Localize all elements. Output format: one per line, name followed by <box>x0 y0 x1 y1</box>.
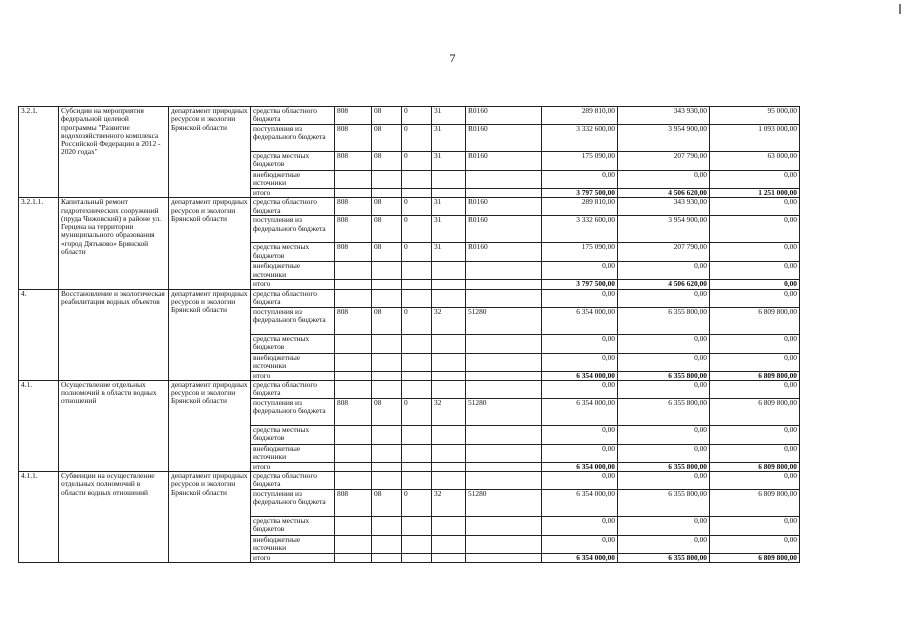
amount-year-2: 0,00 <box>618 472 710 490</box>
program-code <box>402 380 432 398</box>
expense-code: R0160 <box>466 107 542 125</box>
grbs-code: 808 <box>335 307 372 334</box>
amount-year-2: 207 790,00 <box>618 243 710 262</box>
section-code: 08 <box>372 198 402 216</box>
funding-source: поступления из федерального бюджета <box>251 307 335 334</box>
expense-code: 51280 <box>466 307 542 334</box>
grbs-code: 808 <box>335 125 372 152</box>
program-code <box>402 444 432 462</box>
budget-table <box>18 106 800 563</box>
amount-year-3: 6 809 800,00 <box>710 490 800 517</box>
amount-year-3: 1 093 000,00 <box>710 125 800 152</box>
amount-year-2: 343 930,00 <box>618 198 710 216</box>
grbs-code: 808 <box>335 243 372 262</box>
amount-year-1: 289 810,00 <box>542 107 618 125</box>
subprogram-code <box>432 371 466 380</box>
subprogram-code: 31 <box>432 152 466 171</box>
amount-year-3: 6 809 800,00 <box>710 554 800 563</box>
program-code <box>402 334 432 353</box>
item-executor: департамент природных ресурсов и экологии Брянской области <box>169 380 251 471</box>
section-code: 08 <box>372 107 402 125</box>
section-code: 08 <box>372 398 402 425</box>
grbs-code: 808 <box>335 216 372 243</box>
amount-year-1: 175 090,00 <box>542 243 618 262</box>
amount-year-3: 0,00 <box>710 289 800 307</box>
amount-year-2: 0,00 <box>618 334 710 353</box>
expense-code <box>466 334 542 353</box>
amount-year-3: 0,00 <box>710 380 800 398</box>
grbs-code <box>335 517 372 536</box>
amount-year-3: 1 251 000,00 <box>710 189 800 198</box>
amount-year-2: 0,00 <box>618 444 710 462</box>
section-code <box>372 371 402 380</box>
amount-year-2: 6 355 800,00 <box>618 462 710 471</box>
section-code: 08 <box>372 125 402 152</box>
amount-year-3: 6 809 800,00 <box>710 371 800 380</box>
section-code <box>372 171 402 189</box>
subprogram-code <box>432 536 466 554</box>
amount-year-1: 289 810,00 <box>542 198 618 216</box>
amount-year-3: 0,00 <box>710 198 800 216</box>
item-number: 4. <box>19 289 59 380</box>
amount-year-1: 6 354 000,00 <box>542 462 618 471</box>
funding-source: итого <box>251 280 335 289</box>
funding-source: итого <box>251 189 335 198</box>
program-code <box>402 171 432 189</box>
item-executor: департамент природных ресурсов и экологии Брянской области <box>169 198 251 289</box>
expense-code <box>466 517 542 536</box>
grbs-code <box>335 334 372 353</box>
subprogram-code <box>432 189 466 198</box>
grbs-code <box>335 444 372 462</box>
expense-code <box>466 189 542 198</box>
amount-year-3: 0,00 <box>710 216 800 243</box>
subprogram-code: 32 <box>432 398 466 425</box>
expense-code <box>466 536 542 554</box>
subprogram-code: 31 <box>432 243 466 262</box>
section-code: 08 <box>372 243 402 262</box>
amount-year-3: 0,00 <box>710 353 800 371</box>
subprogram-code <box>432 444 466 462</box>
grbs-code <box>335 171 372 189</box>
section-code: 08 <box>372 307 402 334</box>
amount-year-3: 0,00 <box>710 262 800 280</box>
section-code <box>372 380 402 398</box>
funding-source: внебюджетные источники <box>251 444 335 462</box>
amount-year-2: 6 355 800,00 <box>618 307 710 334</box>
subprogram-code <box>432 517 466 536</box>
funding-source: внебюджетные источники <box>251 353 335 371</box>
subprogram-code <box>432 425 466 444</box>
subprogram-code <box>432 380 466 398</box>
amount-year-3: 0,00 <box>710 280 800 289</box>
amount-year-2: 6 355 800,00 <box>618 371 710 380</box>
amount-year-3: 95 000,00 <box>710 107 800 125</box>
expense-code <box>466 353 542 371</box>
subprogram-code <box>432 171 466 189</box>
amount-year-2: 6 355 800,00 <box>618 398 710 425</box>
table-row <box>19 380 800 398</box>
funding-source: средства местных бюджетов <box>251 152 335 171</box>
page-number: 7 <box>449 51 456 65</box>
table-row <box>19 107 800 125</box>
subprogram-code <box>432 262 466 280</box>
amount-year-1: 3 797 500,00 <box>542 280 618 289</box>
expense-code <box>466 262 542 280</box>
program-code: 0 <box>402 398 432 425</box>
grbs-code <box>335 380 372 398</box>
table-row <box>19 198 800 216</box>
item-name: Субвенции на осуществление отдельных полномочий в области водных отношений <box>59 472 169 563</box>
amount-year-2: 0,00 <box>618 171 710 189</box>
grbs-code <box>335 189 372 198</box>
amount-year-1: 6 354 000,00 <box>542 307 618 334</box>
section-code <box>372 554 402 563</box>
program-code: 0 <box>402 307 432 334</box>
program-code <box>402 353 432 371</box>
subprogram-code: 31 <box>432 198 466 216</box>
grbs-code <box>335 353 372 371</box>
program-code: 0 <box>402 125 432 152</box>
grbs-code <box>335 536 372 554</box>
funding-source: средства областного бюджета <box>251 289 335 307</box>
amount-year-3: 0,00 <box>710 472 800 490</box>
subprogram-code: 32 <box>432 307 466 334</box>
funding-source: средства областного бюджета <box>251 198 335 216</box>
grbs-code <box>335 280 372 289</box>
funding-source: внебюджетные источники <box>251 262 335 280</box>
funding-source: внебюджетные источники <box>251 536 335 554</box>
program-code: 0 <box>402 198 432 216</box>
subprogram-code <box>432 334 466 353</box>
amount-year-3: 0,00 <box>710 171 800 189</box>
amount-year-1: 0,00 <box>542 171 618 189</box>
amount-year-1: 0,00 <box>542 380 618 398</box>
program-code <box>402 462 432 471</box>
program-code: 0 <box>402 107 432 125</box>
item-number: 3.2.1. <box>19 107 59 198</box>
item-number: 4.1. <box>19 380 59 471</box>
expense-code: R0160 <box>466 243 542 262</box>
grbs-code: 808 <box>335 398 372 425</box>
amount-year-2: 343 930,00 <box>618 107 710 125</box>
grbs-code <box>335 262 372 280</box>
grbs-code <box>335 289 372 307</box>
section-code: 08 <box>372 490 402 517</box>
amount-year-2: 0,00 <box>618 425 710 444</box>
expense-code <box>466 171 542 189</box>
amount-year-1: 0,00 <box>542 472 618 490</box>
amount-year-1: 6 354 000,00 <box>542 554 618 563</box>
item-executor: департамент природных ресурсов и экологии Брянской области <box>169 472 251 563</box>
amount-year-2: 4 506 620,00 <box>618 280 710 289</box>
amount-year-2: 6 355 800,00 <box>618 554 710 563</box>
grbs-code <box>335 554 372 563</box>
scan-edge-mark <box>899 4 901 14</box>
amount-year-2: 3 954 900,00 <box>618 125 710 152</box>
amount-year-2: 4 506 620,00 <box>618 189 710 198</box>
amount-year-2: 0,00 <box>618 289 710 307</box>
section-code <box>372 536 402 554</box>
funding-source: поступления из федерального бюджета <box>251 125 335 152</box>
amount-year-1: 0,00 <box>542 517 618 536</box>
amount-year-3: 0,00 <box>710 425 800 444</box>
section-code: 08 <box>372 152 402 171</box>
subprogram-code <box>432 289 466 307</box>
amount-year-1: 0,00 <box>542 334 618 353</box>
expense-code <box>466 462 542 471</box>
section-code <box>372 517 402 536</box>
amount-year-3: 6 809 800,00 <box>710 307 800 334</box>
subprogram-code <box>432 462 466 471</box>
funding-source: средства местных бюджетов <box>251 243 335 262</box>
amount-year-3: 0,00 <box>710 444 800 462</box>
amount-year-1: 0,00 <box>542 536 618 554</box>
amount-year-1: 0,00 <box>542 353 618 371</box>
grbs-code: 808 <box>335 198 372 216</box>
item-name: Осуществление отдельных полномочий в области водных отношений <box>59 380 169 471</box>
funding-source: итого <box>251 371 335 380</box>
section-code <box>372 353 402 371</box>
amount-year-3: 0,00 <box>710 243 800 262</box>
item-executor: департамент природных ресурсов и экологии Брянской области <box>169 289 251 380</box>
grbs-code <box>335 425 372 444</box>
expense-code: R0160 <box>466 152 542 171</box>
funding-source: средства местных бюджетов <box>251 517 335 536</box>
amount-year-3: 0,00 <box>710 517 800 536</box>
program-code <box>402 425 432 444</box>
program-code: 0 <box>402 216 432 243</box>
section-code <box>372 462 402 471</box>
subprogram-code: 32 <box>432 490 466 517</box>
subprogram-code: 31 <box>432 125 466 152</box>
program-code <box>402 280 432 289</box>
amount-year-1: 0,00 <box>542 425 618 444</box>
section-code <box>372 444 402 462</box>
item-number: 4.1.1. <box>19 472 59 563</box>
item-name: Восстановление и экологическая реабилитация водных объектов <box>59 289 169 380</box>
table-row <box>19 289 800 307</box>
budget-table-body <box>19 107 800 563</box>
funding-source: итого <box>251 554 335 563</box>
section-code <box>372 334 402 353</box>
expense-code <box>466 444 542 462</box>
funding-source: средства областного бюджета <box>251 107 335 125</box>
subprogram-code: 31 <box>432 107 466 125</box>
section-code <box>372 280 402 289</box>
item-name: Субсидии на мероприятия федеральной целевой программы "Развитие водохозяйственного комплекса Российской Федерации в 2012 - 2020 годах" <box>59 107 169 198</box>
section-code <box>372 262 402 280</box>
program-code <box>402 289 432 307</box>
expense-code: 51280 <box>466 398 542 425</box>
expense-code: 51280 <box>466 490 542 517</box>
amount-year-1: 6 354 000,00 <box>542 398 618 425</box>
expense-code: R0160 <box>466 125 542 152</box>
expense-code <box>466 425 542 444</box>
expense-code <box>466 554 542 563</box>
grbs-code <box>335 371 372 380</box>
expense-code <box>466 472 542 490</box>
amount-year-1: 3 332 600,00 <box>542 125 618 152</box>
subprogram-code <box>432 280 466 289</box>
program-code <box>402 517 432 536</box>
amount-year-3: 6 809 800,00 <box>710 398 800 425</box>
subprogram-code <box>432 353 466 371</box>
item-name: Капитальный ремонт гидротехнических сооружений (пруда Чижовский) в районе ул. Герцена на территории муниципального образования «город Дятьково» Брянской области <box>59 198 169 289</box>
expense-code <box>466 371 542 380</box>
program-code <box>402 536 432 554</box>
program-code: 0 <box>402 152 432 171</box>
amount-year-1: 0,00 <box>542 444 618 462</box>
expense-code <box>466 280 542 289</box>
grbs-code: 808 <box>335 107 372 125</box>
section-code <box>372 189 402 198</box>
amount-year-3: 0,00 <box>710 334 800 353</box>
program-code: 0 <box>402 243 432 262</box>
amount-year-3: 6 809 800,00 <box>710 462 800 471</box>
amount-year-1: 0,00 <box>542 262 618 280</box>
funding-source: средства областного бюджета <box>251 472 335 490</box>
grbs-code: 808 <box>335 152 372 171</box>
program-code <box>402 371 432 380</box>
grbs-code <box>335 462 372 471</box>
amount-year-2: 0,00 <box>618 517 710 536</box>
expense-code <box>466 289 542 307</box>
amount-year-2: 0,00 <box>618 353 710 371</box>
funding-source: поступления из федерального бюджета <box>251 398 335 425</box>
section-code <box>372 289 402 307</box>
amount-year-2: 0,00 <box>618 536 710 554</box>
amount-year-2: 6 355 800,00 <box>618 490 710 517</box>
amount-year-1: 0,00 <box>542 289 618 307</box>
funding-source: средства областного бюджета <box>251 380 335 398</box>
subprogram-code <box>432 472 466 490</box>
program-code <box>402 472 432 490</box>
amount-year-1: 175 090,00 <box>542 152 618 171</box>
funding-source: поступления из федерального бюджета <box>251 490 335 517</box>
funding-source: средства местных бюджетов <box>251 334 335 353</box>
funding-source: средства местных бюджетов <box>251 425 335 444</box>
section-code <box>372 425 402 444</box>
program-code <box>402 262 432 280</box>
item-executor: департамент природных ресурсов и экологии Брянской области <box>169 107 251 198</box>
funding-source: поступления из федерального бюджета <box>251 216 335 243</box>
subprogram-code: 31 <box>432 216 466 243</box>
program-code <box>402 189 432 198</box>
table-row <box>19 472 800 490</box>
amount-year-1: 3 797 500,00 <box>542 189 618 198</box>
section-code: 08 <box>372 216 402 243</box>
expense-code <box>466 380 542 398</box>
funding-source: итого <box>251 462 335 471</box>
amount-year-2: 0,00 <box>618 262 710 280</box>
amount-year-1: 6 354 000,00 <box>542 371 618 380</box>
funding-source: внебюджетные источники <box>251 171 335 189</box>
amount-year-2: 3 954 900,00 <box>618 216 710 243</box>
grbs-code: 808 <box>335 490 372 517</box>
amount-year-3: 63 000,00 <box>710 152 800 171</box>
program-code <box>402 554 432 563</box>
amount-year-1: 3 332 600,00 <box>542 216 618 243</box>
amount-year-2: 207 790,00 <box>618 152 710 171</box>
expense-code: R0160 <box>466 198 542 216</box>
amount-year-1: 6 354 000,00 <box>542 490 618 517</box>
section-code <box>372 472 402 490</box>
program-code: 0 <box>402 490 432 517</box>
subprogram-code <box>432 554 466 563</box>
grbs-code <box>335 472 372 490</box>
amount-year-2: 0,00 <box>618 380 710 398</box>
expense-code: R0160 <box>466 216 542 243</box>
amount-year-3: 0,00 <box>710 536 800 554</box>
item-number: 3.2.1.1. <box>19 198 59 289</box>
